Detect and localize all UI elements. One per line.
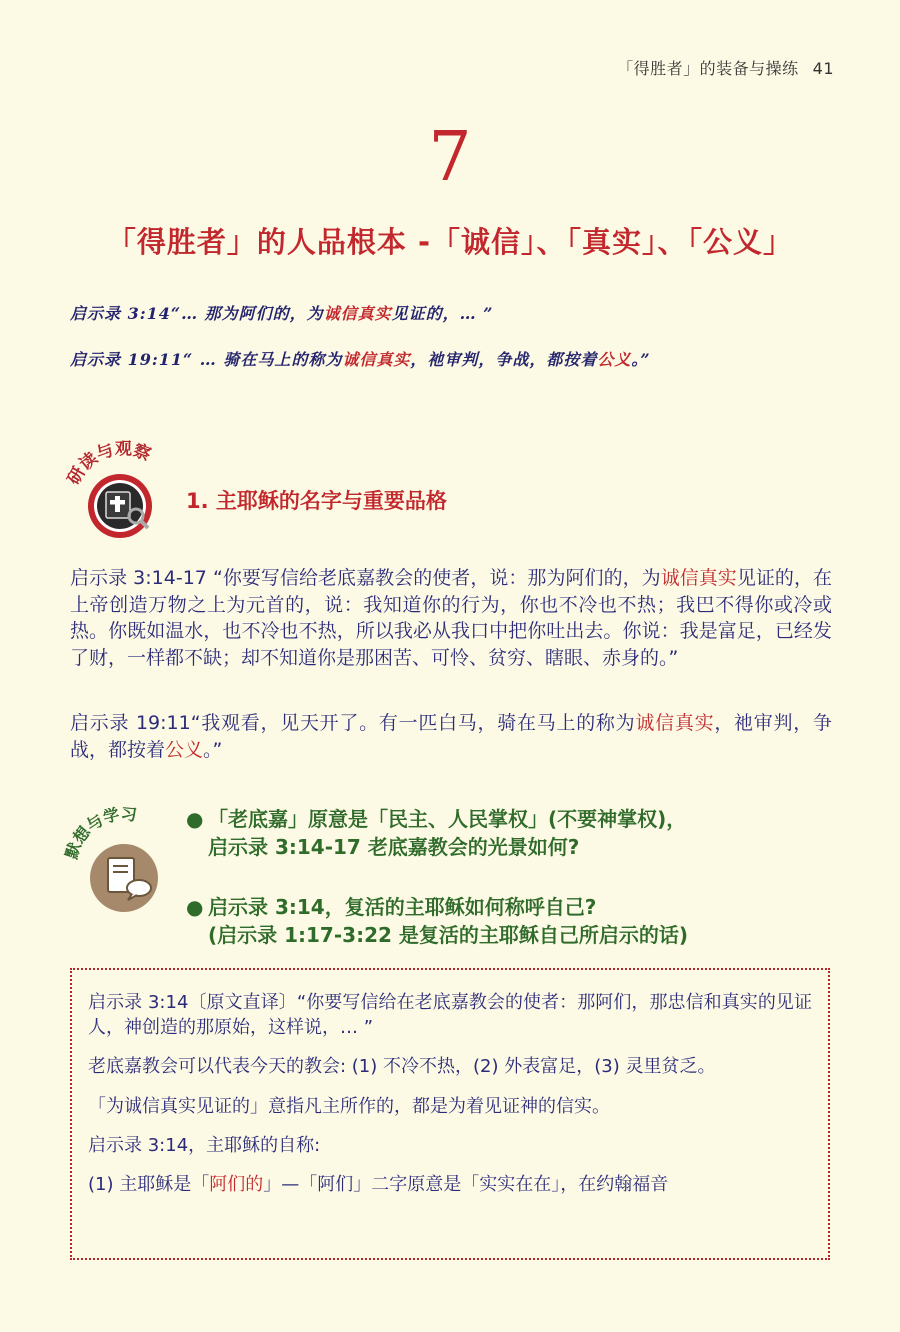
chapter-title: 「得胜者」的人品根本 -「诚信」、「真实」、「公义」 <box>106 225 794 259</box>
bullet-dot-icon: ● <box>186 807 204 831</box>
page-number: 41 <box>812 59 834 78</box>
note-paragraph: 老底嘉教会可以代表今天的教会: (1) 不冷不热，(2) 外表富足，(3) 灵里贫乏。 <box>88 1056 716 1078</box>
bible-magnifier-icon <box>88 474 152 538</box>
note-paragraph: 启示录 3:14，主耶稣的自称: <box>88 1134 321 1156</box>
meditate-learn-emblem <box>62 800 182 920</box>
question-bullet-1: ● 「老底嘉」原意是「民主、人民掌权」(不要神掌权)， 启示录 3:14-17 老底嘉教会的光景如何? <box>186 807 687 859</box>
question-bullet-2: ● 启示录 3:14，复活的主耶稣如何称呼自己? (启示录 1:17-3:22 是复活的主耶稣自己所启示的话) <box>186 895 688 947</box>
scripture-paragraph-1: 启示录 3:14-17 “你要写信给老底嘉教会的使者，说：那为阿们的，为诚信真实见证的，在上帝创造万物之上为元首的，说：我知道你的行为，你也不冷也不热；我巴不得你或冷或热。你既如温水，也不冷也不热，所以我必从我口中把你吐出去。你说：我是富足，已经发了财，一样都不缺；却不知道你是那困苦、可怜、贫穷、瞎眼、赤身的。” <box>70 567 832 669</box>
notebook-speech-icon <box>90 844 158 912</box>
note-paragraph: 「为诚信真实见证的」意指凡主所作的，都是为着见证神的信实。 <box>88 1095 610 1117</box>
note-paragraph: (1) 主耶稣是「阿们的」—「阿们」二字原意是「实实在在」，在约翰福音 <box>88 1173 669 1195</box>
epigraph-2: 启示录 19:11“ … 骑在马上的称为诚信真实，祂审判，争战，都按着公义。” <box>70 350 651 369</box>
section-heading: 1. 主耶稣的名字与重要品格 <box>186 489 447 513</box>
running-head <box>617 56 834 79</box>
note-paragraph: 启示录 3:14〔原文直译〕“你要写信给在老底嘉教会的使者：那阿们，那忠信和真实的见证人，神创造的那原始，这样说，… ” <box>88 992 812 1039</box>
commentary-box <box>70 968 830 1260</box>
study-observe-emblem <box>62 430 182 540</box>
scripture-paragraph-2: 启示录 19:11“我观看，见天开了。有一匹白马，骑在马上的称为诚信真实，祂审判，争战，都按着公义。” <box>70 712 832 761</box>
bullet-dot-icon: ● <box>186 895 204 919</box>
chapter-number: 7 <box>428 118 472 197</box>
epigraph-1: 启示录 3:14“… 那为阿们的，为诚信真实见证的，… ” <box>70 304 494 323</box>
emblem-label-study: 研读与观察 <box>63 439 154 489</box>
emblem-label-meditate: 默想与学习 <box>62 804 138 862</box>
running-title: 「得胜者」的装备与操练 <box>617 59 799 78</box>
